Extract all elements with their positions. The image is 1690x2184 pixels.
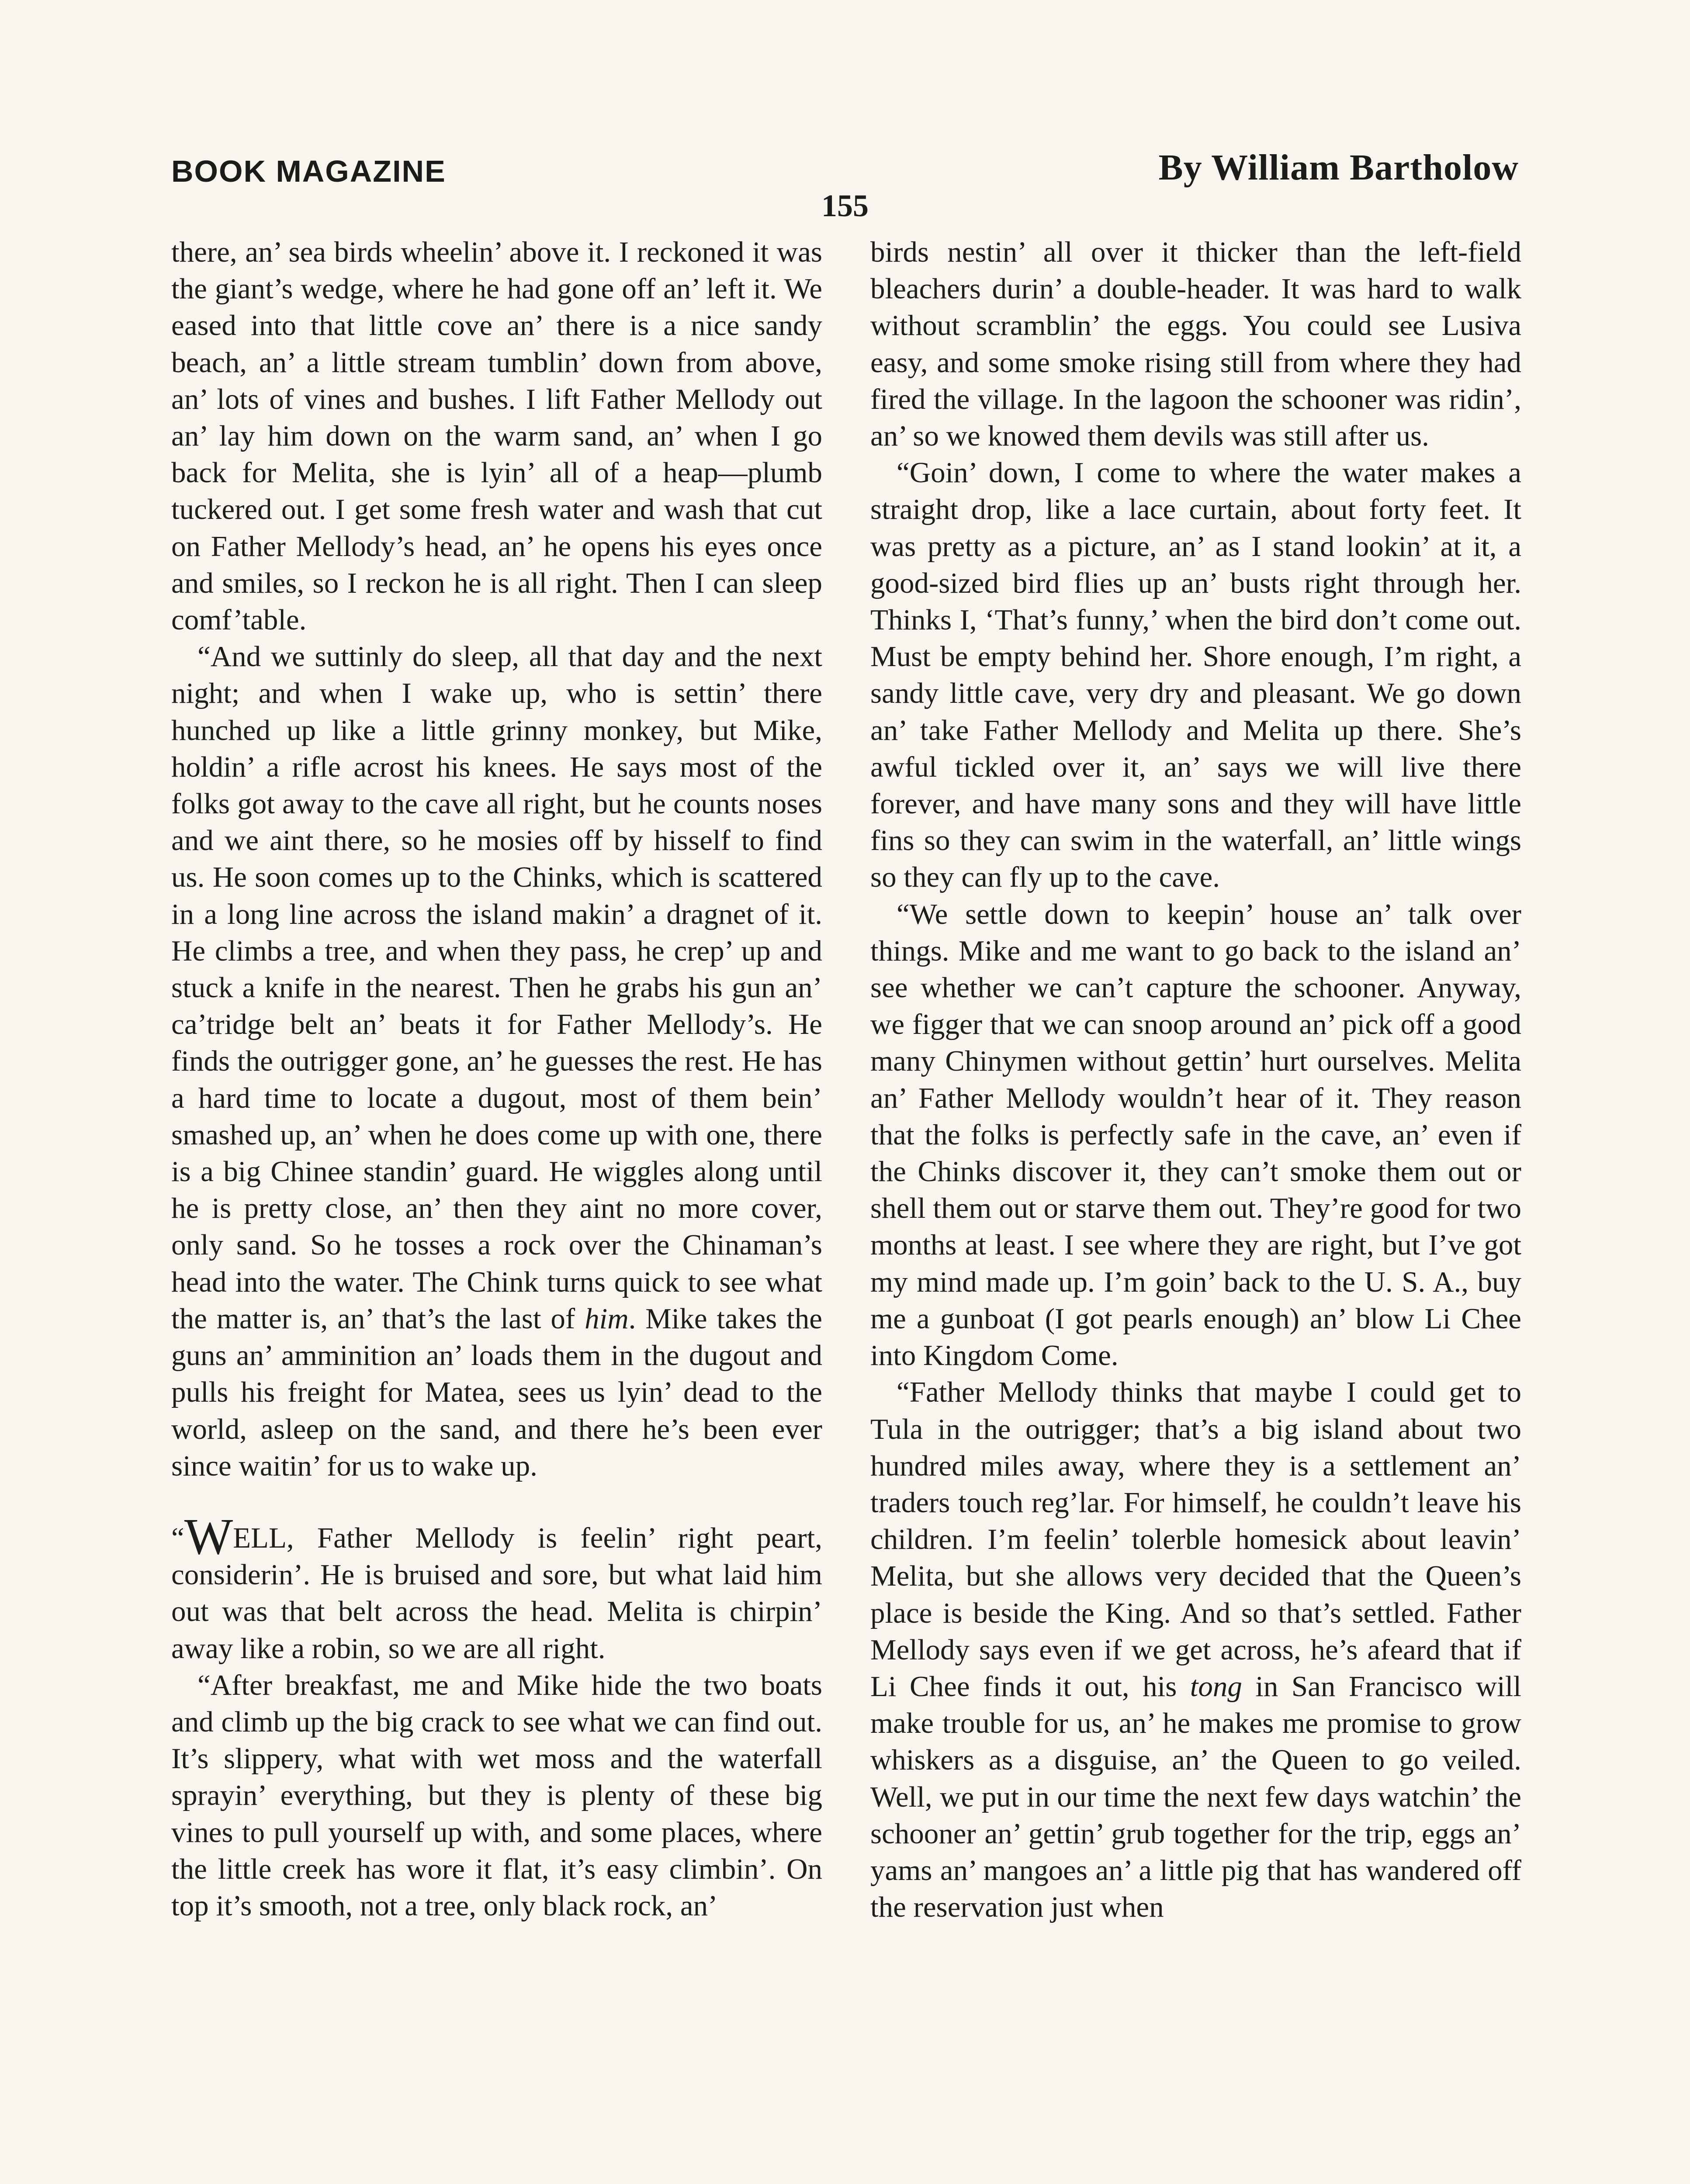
magazine-name: BOOK MAGAZINE [171,154,446,188]
paragraph-text: ELL, Father Mellody is feelin’ right peart, considerin’. He is bruised and sore, but what laid him out was that belt across the head. Melita is chirpin’ away like a robin, so we are all right. [171,1521,822,1665]
story-columns [171,234,1521,2184]
paragraph-text: in San Francisco will make trouble for us, an’ he makes me promise to grow whiskers as a disguise, an’ the Queen to go veiled. Well, we put in our time the next few days watchin’ the schooner an’ gettin’ grub together for the trip, eggs an’ yams an’ mangoes an’ a little pig that has wandered off the reservation just when [870,1670,1521,1924]
emphasis-tong: tong [1190,1670,1242,1703]
paragraph: “After breakfast, me and Mike hide the two boats and climb up the big crack to see what we can find out. It’s slippery, what with wet moss and the waterfall sprayin’ everything, but they is plenty of these big vines to pull yourself up with, and some places, where the little creek has wore it flat, it’s easy climbin’. On top it’s smooth, not a tree, only black rock, an’ [171,1669,822,1922]
column-right [870,234,1521,2184]
paragraph-text: . Mike takes the guns an’ amminition an’ loads them in the dugout and pulls his freight for Matea, sees us lyin’ dead to the world, asleep on the sand, and there he’s been ever since waitin’ for us to wake up. [171,1302,822,1482]
paragraph-text: “And we suttinly do sleep, all that day and the next night; and when I wake up, who is settin’ there hunched up like a little grinny monkey, but Mike, holdin’ a rifle acrost his knees. He says most of the folks got away to the cave all right, but he counts noses and we aint there, so he mosies off by hisself to find us. He soon comes up to the Chinks, which is scattered in a long line across the island makin’ a dragnet of it. He climbs a tree, and when they pass, he crep’ up and stuck a knife in the nearest. Then he grabs his gun an’ ca’tridge belt an’ beats it for Father Mellody’s. He finds the outrigger gone, an’ he guesses the rest. He has a hard time to locate a dugout, most of them bein’ smashed up, an’ when he does come up with one, there is a big Chinee standin’ guard. He wiggles along until he is pretty close, an’ then they aint no more cover, only sand. So he tosses a rock over the Chinaman’s head into the water. The Chink turns quick to see what the matter is, an’ that’s the last of [171,640,822,1335]
paragraph: “Goin’ down, I come to where the water makes a straight drop, like a lace curtain, about forty feet. It was pretty as a picture, an’ as I stand lookin’ at it, a good-sized bird flies up an’ busts right through her. Thinks I, ‘That’s funny,’ when the bird don’t come out. Must be empty behind her. Shore enough, I’m right, a sandy little cave, very dry and pleasant. We go down an’ take Father Mellody and Melita up there. She’s awful tickled over it, an’ says we will live there forever, and have many sons and they will have little fins so they can swim in the waterfall, an’ little wings so they can fly up to the cave. [870,456,1521,894]
paragraph: birds nestin’ all over it thicker than the left-field bleachers durin’ a double-header. It was hard to walk without scramblin’ the eggs. You could see Lusiva easy, and some smoke rising still from where they had fired the village. In the lagoon the schooner was ridin’, an’ so we knowed them devils was still after us. [870,236,1521,453]
emphasis-him: him [585,1302,629,1335]
paragraph-text: “Father Mellody thinks that maybe I could get to Tula in the outrigger; that’s a big island about two hundred miles away, where they is a settlement an’ traders touch reg’lar. For himself, he couldn’t leave his children. I’m feelin’ tolerble homesick about leavin’ Melita, but she allows very decided that the Queen’s place is beside the King. And so that’s settled. Father Mellody says even if we get across, he’s afeard that if Li Chee finds it out, his [870,1376,1521,1703]
paragraph: “We settle down to keepin’ house an’ talk over things. Mike and me want to go back to the island an’ see whether we can’t capture the schooner. Anyway, we figger that we can snoop around an’ pick off a good many Chinymen without gettin’ hurt ourselves. Melita an’ Father Mellody wouldn’t hear of it. They reason that the folks is perfectly safe in the cave, an’ even if the Chinks discover it, they can’t smoke them out or shell them out or starve them out. They’re good for two months at least. I see where they are right, but I’ve got my mind made up. I’m goin’ back to the U. S. A., buy me a gunboat (I got pearls enough) an’ blow Li Chee into Kingdom Come. [870,898,1521,1372]
running-head [171,141,1519,189]
drop-cap: W [184,1507,233,1565]
paragraph [870,1374,1521,1925]
page-number: 155 [821,188,869,223]
opening-quote: “ [171,1521,184,1554]
paragraph: there, an’ sea birds wheelin’ above it. I reckoned it was the giant’s wedge, where he had gone off an’ left it. We eased into that little cove an’ there is a nice sandy beach, an’ a little stream tumblin’ down from above, an’ lots of vines and bushes. I lift Father Mellody out an’ lay him down on the warm sand, an’ when I go back for Melita, she is lyin’ all of a heap—plumb tuckered out. I get some fresh water and wash that cut on Father Mellody’s head, an’ he opens his eyes once and smiles, so I reckon he is all right. Then I can sleep comf’table. [171,236,822,636]
paragraph-dropcap [171,1507,822,1667]
author-byline: By William Bartholow [1158,147,1519,188]
paragraph [171,638,822,1484]
column-left [171,234,822,2184]
